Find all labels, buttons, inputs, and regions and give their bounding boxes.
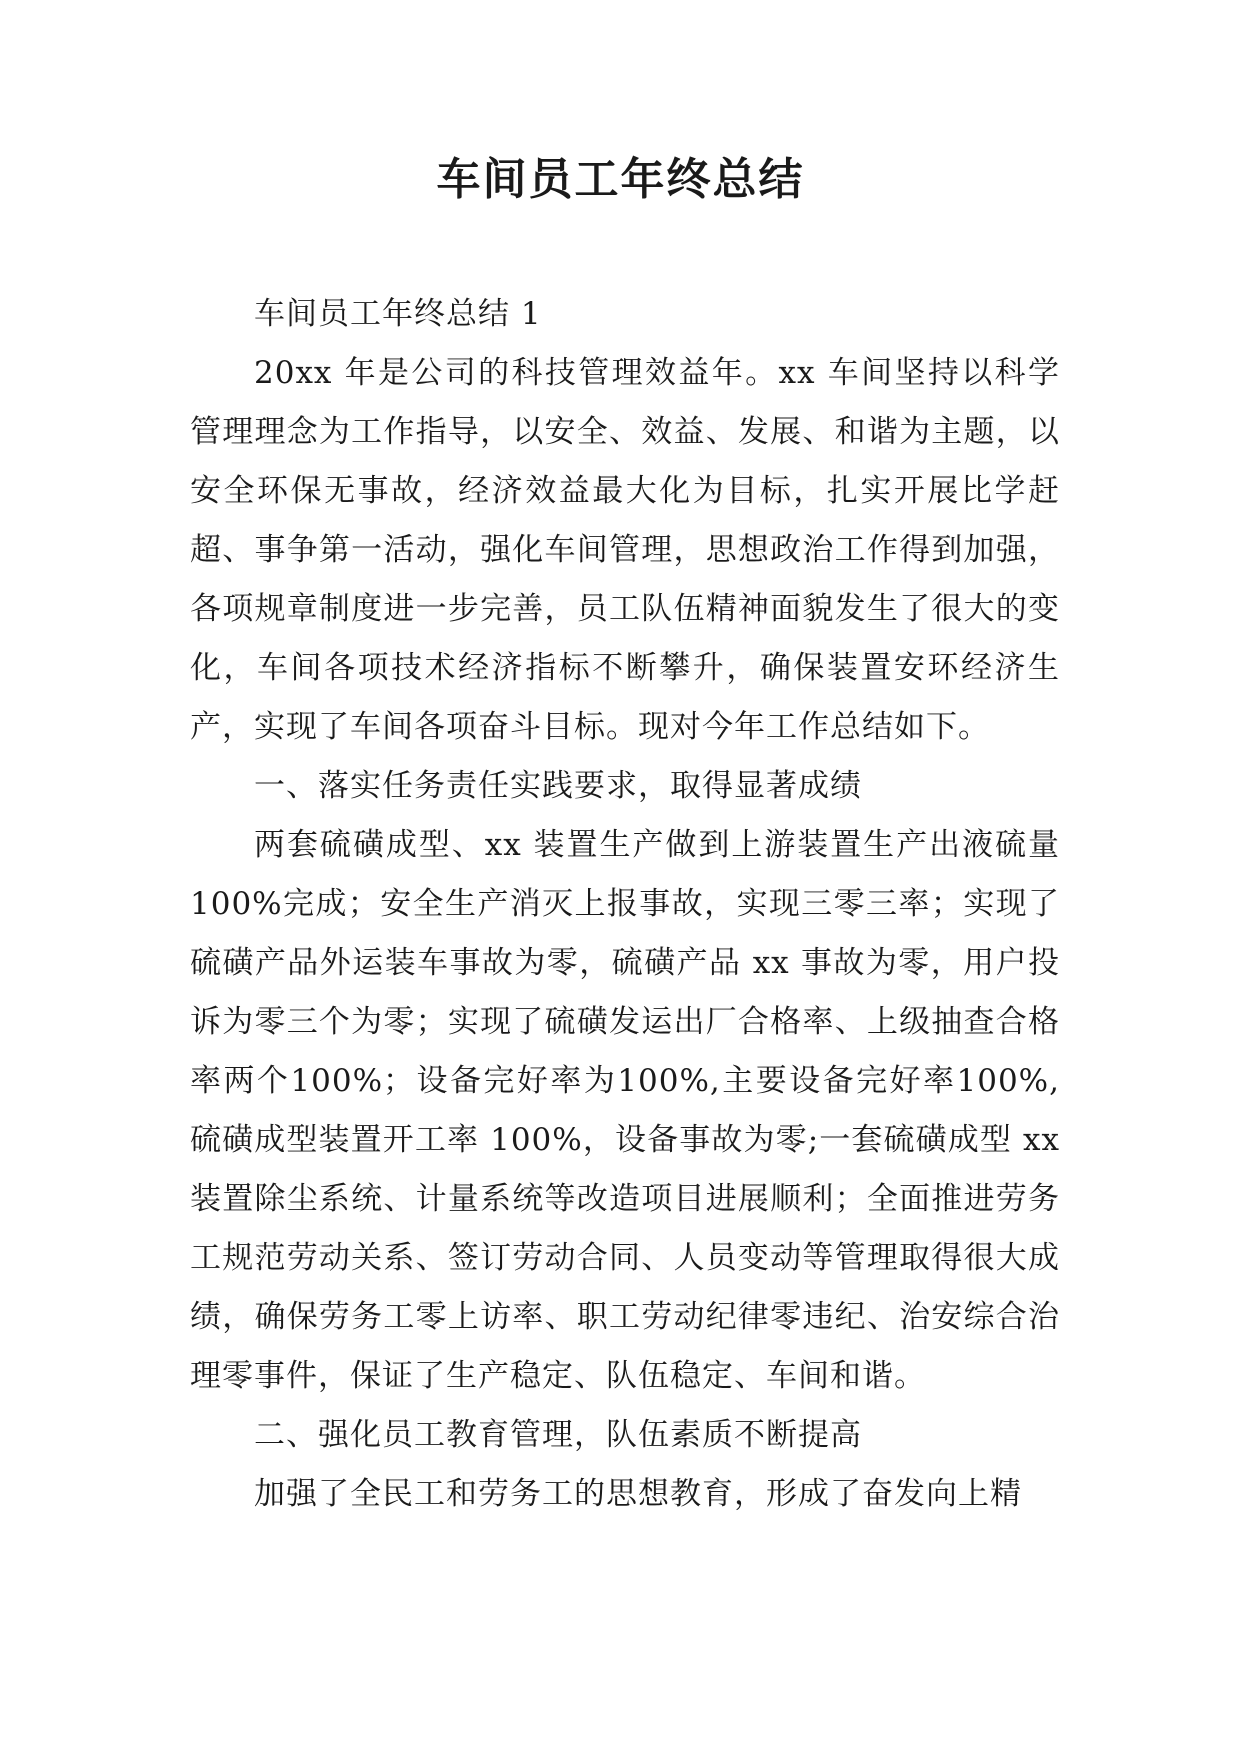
heading-one: 一、落实任务责任实践要求，取得显著成绩 (254, 768, 862, 804)
section-heading: 车间员工年终总结 1 (254, 296, 542, 332)
paragraph-education: 加强了全民工和劳务工的思想教育，形成了奋发向上精 (254, 1476, 1022, 1512)
paragraph-intro: 20xx 年是公司的科技管理效益年。xx 车间坚持以科学管理理念为工作指导，以安全、效益、发展、和谐为主题，以安全环保无事故，经济效益最大化为目标，扎实开展比学赶超、事争第一活动，强化车间管理，思想政治工作得到加强，各项规章制度进一步完善，员工队伍精神面貌发生了很大的变化，车间各项技术经济指标不断攀升，确保装置安环经济生产，实现了车间各项奋斗目标。现对今年工作总结如下。 (190, 355, 1060, 745)
heading-two: 二、强化员工教育管理，队伍素质不断提高 (254, 1417, 862, 1453)
document-title: 车间员工年终总结 (436, 154, 805, 205)
document-body (190, 285, 1060, 1524)
paragraph-achievements: 两套硫磺成型、xx 装置生产做到上游装置生产出液硫量100%完成；安全生产消灭上报事故，实现三零三率；实现了硫磺产品外运装车事故为零，硫磺产品 xx 事故为零，用户投诉为零三个为零；实现了硫磺发运出厂合格率、上级抽查合格率两个100%；设备完好率为100%,主要设备完好率100%,硫磺成型装置开工率 100%，设备事故为零;一套硫磺成型 xx 装置除尘系统、计量系统等改造项目进展顺利；全面推进劳务工规范劳动关系、签订劳动合同、人员变动等管理取得很大成绩，确保劳务工零上访率、职工劳动纪律零违纪、治安综合治理零事件，保证了生产稳定、队伍稳定、车间和谐。 (190, 827, 1060, 1394)
